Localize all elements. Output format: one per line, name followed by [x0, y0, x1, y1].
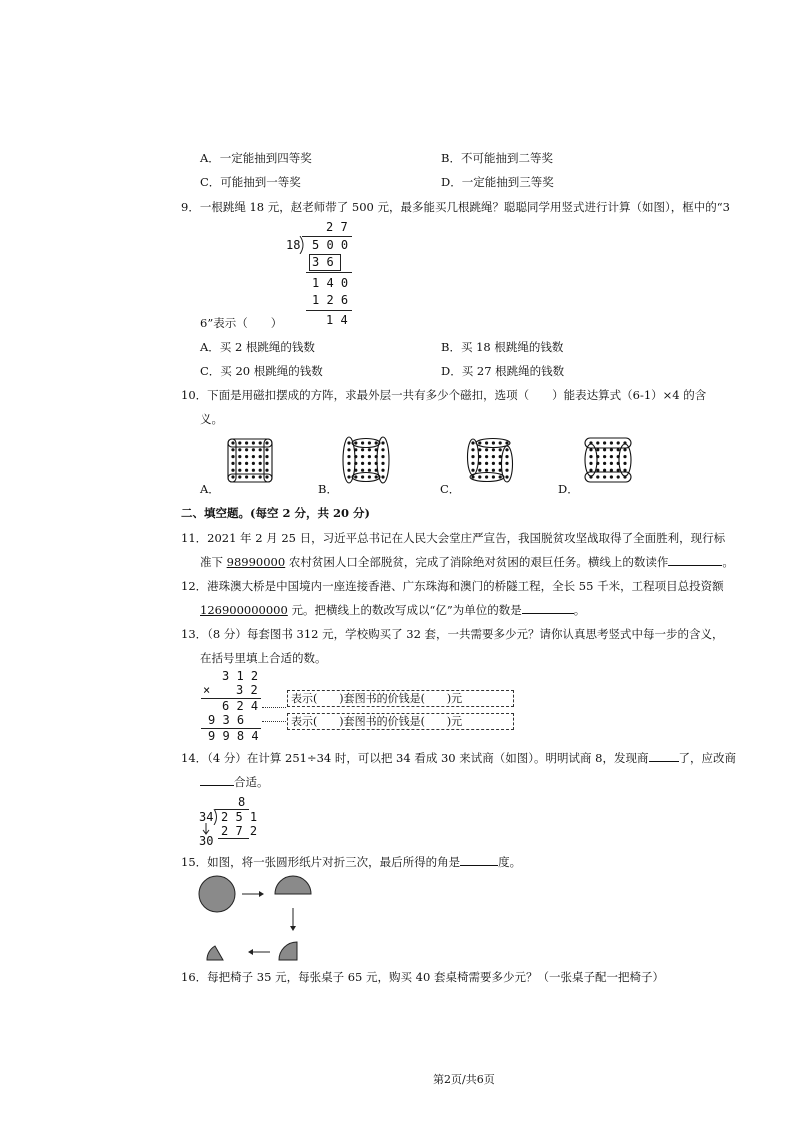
q8-option-a: A．一定能抽到四等奖: [200, 151, 312, 165]
q10-grid-option-d: [582, 436, 634, 486]
q8-option-c: C．可能抽到一等奖: [200, 175, 301, 189]
q14-dividend: 2 5 1: [221, 810, 258, 824]
q10-question-line2: 义。: [200, 412, 223, 426]
q9-question-line2: 6”表示（ ）: [200, 316, 283, 330]
q9-divisor: 18: [286, 238, 301, 252]
q13-partial-2: 9 3 6: [208, 713, 245, 727]
q14-line1: [181, 750, 736, 766]
q15-down-arrow-icon: [290, 908, 296, 931]
q9-boxed-value: 3 6: [312, 255, 334, 269]
q15-pre: 15．如图，将一张圆形纸片对折三次，最后所得的角是: [181, 855, 461, 869]
q14-answer-blank-2[interactable]: [200, 774, 234, 786]
page-footer: 第2页/共6页: [433, 1073, 495, 1086]
q14-divisor: 34: [199, 810, 214, 824]
q15-answer-blank[interactable]: [460, 854, 498, 866]
q14-line2: [200, 774, 269, 790]
q14-product: 2 7 2: [221, 824, 258, 838]
q10-question-line1: 10．下面是用磁扣摆成的方阵，求最外层一共有多少个磁扣，选项（ ）能表达算式（6-1）×4 的含: [181, 388, 707, 402]
q14-answer-blank-1[interactable]: [649, 750, 679, 762]
q13-partial-1: 6 2 4: [222, 699, 259, 713]
q13-multiplier: 3 2: [236, 683, 258, 697]
q15-semicircle-shape: [275, 876, 311, 894]
q11-post: 农村贫困人口全部脱贫，完成了消除绝对贫困的艰巨任务。横线上的数读作: [285, 555, 669, 569]
q15-post: 度。: [498, 855, 522, 869]
q12-post: 元。把横线上的数改写成以“亿”为单位的数是: [287, 603, 522, 617]
q15-left-arrow-icon: [248, 949, 270, 955]
q11-pre: 准下: [200, 555, 227, 569]
q16-question: 16．每把椅子 35 元，每张桌子 65 元，购买 40 套桌椅需要多少元？（一张桌子配一把椅子）: [181, 970, 664, 984]
q14-line1-a: 14．（4 分）在计算 251÷34 时，可以把 34 看成 30 来试商（如图）。明明试商 8，发现商: [181, 751, 649, 765]
q10-label-a: A．: [200, 482, 220, 496]
q13-annotation-box-1[interactable]: [287, 690, 514, 707]
q11-end: 。: [722, 555, 734, 569]
q14-approx-divisor: 30: [199, 834, 214, 848]
q9-question-line1: 9．一根跳绳 18 元，赵老师带了 500 元，最多能买几根跳绳？聪聪同学用竖式进行计算（如图），框中的“3: [181, 200, 730, 214]
q13-annotation-2-text: 表示( )套图书的价钱是( )元: [291, 715, 463, 728]
q14-line1-b: 了，应改商: [678, 751, 736, 765]
q9-step-126: 1 2 6: [312, 293, 349, 307]
q10-label-b: B．: [318, 482, 338, 496]
q12-line1: 12．港珠澳大桥是中国境内一座连接香港、广东珠海和澳门的桥隧工程，全长 55 千米，工程项目总投资额: [181, 579, 724, 593]
q9-option-d: D．买 27 根跳绳的钱数: [441, 364, 565, 378]
q13-multiplicand: 3 1 2: [222, 669, 259, 683]
q11-number: 98990000: [226, 555, 286, 569]
q13-line1: 13．（8 分）每套图书 312 元，学校购买了 32 套，一共需要多少元？请你认真思考竖式中每一步的含义，: [181, 627, 724, 641]
q15-eighth-circle-shape: [207, 946, 223, 960]
q12-answer-blank[interactable]: [522, 602, 574, 614]
q13-annotation-box-2[interactable]: [287, 713, 514, 730]
q9-option-a: A．买 2 根跳绳的钱数: [200, 340, 315, 354]
q13-product: 9 9 8 4: [208, 729, 259, 743]
q12-number: 126900000000: [200, 603, 288, 617]
q9-remainder: 1 4: [326, 313, 348, 327]
q14-quotient: 8: [238, 795, 246, 809]
q11-line1: 11．2021 年 2 月 25 日，习近平总书记在人民大会堂庄严宣告，我国脱贫攻坚战取得了全面胜利，现行标: [181, 531, 726, 545]
q9-option-c: C．买 20 根跳绳的钱数: [200, 364, 323, 378]
q8-option-b: B．不可能抽到二等奖: [441, 151, 553, 165]
q11-answer-blank[interactable]: [668, 554, 722, 566]
q15-right-arrow-icon: [242, 891, 264, 897]
q10-grid-option-c: [464, 436, 516, 486]
q13-times-sign: ×: [203, 683, 211, 697]
q12-line2: [200, 602, 585, 618]
q8-option-d: D．一定能抽到三等奖: [441, 175, 554, 189]
q10-label-c: C．: [440, 482, 461, 496]
q13-annotation-1-text: 表示( )套图书的价钱是( )元: [291, 692, 463, 705]
q10-label-d: D．: [558, 482, 579, 496]
q14-division-bracket: [213, 809, 220, 825]
q15-folding-diagram: [195, 872, 325, 964]
q12-end: 。: [573, 603, 586, 617]
q9-option-b: B．买 18 根跳绳的钱数: [441, 340, 564, 354]
q10-grid-option-b: [340, 436, 392, 486]
q9-division-bracket: [299, 236, 307, 254]
q9-quotient: 2 7: [326, 220, 348, 234]
q15-quarter-circle-shape: [279, 942, 297, 960]
q15-full-circle-shape: [199, 876, 235, 912]
q14-line2-text: 合适。: [234, 775, 269, 789]
q11-line2: [200, 554, 734, 570]
q13-line2: 在括号里填上合适的数。: [200, 651, 327, 665]
q10-grid-option-a: [224, 436, 276, 486]
section-2-heading: 二、填空题。(每空 2 分，共 20 分): [181, 506, 370, 520]
q9-dividend: 5 0 0: [312, 238, 349, 252]
q15-line: [181, 854, 521, 870]
q9-step-140: 1 4 0: [312, 276, 349, 290]
